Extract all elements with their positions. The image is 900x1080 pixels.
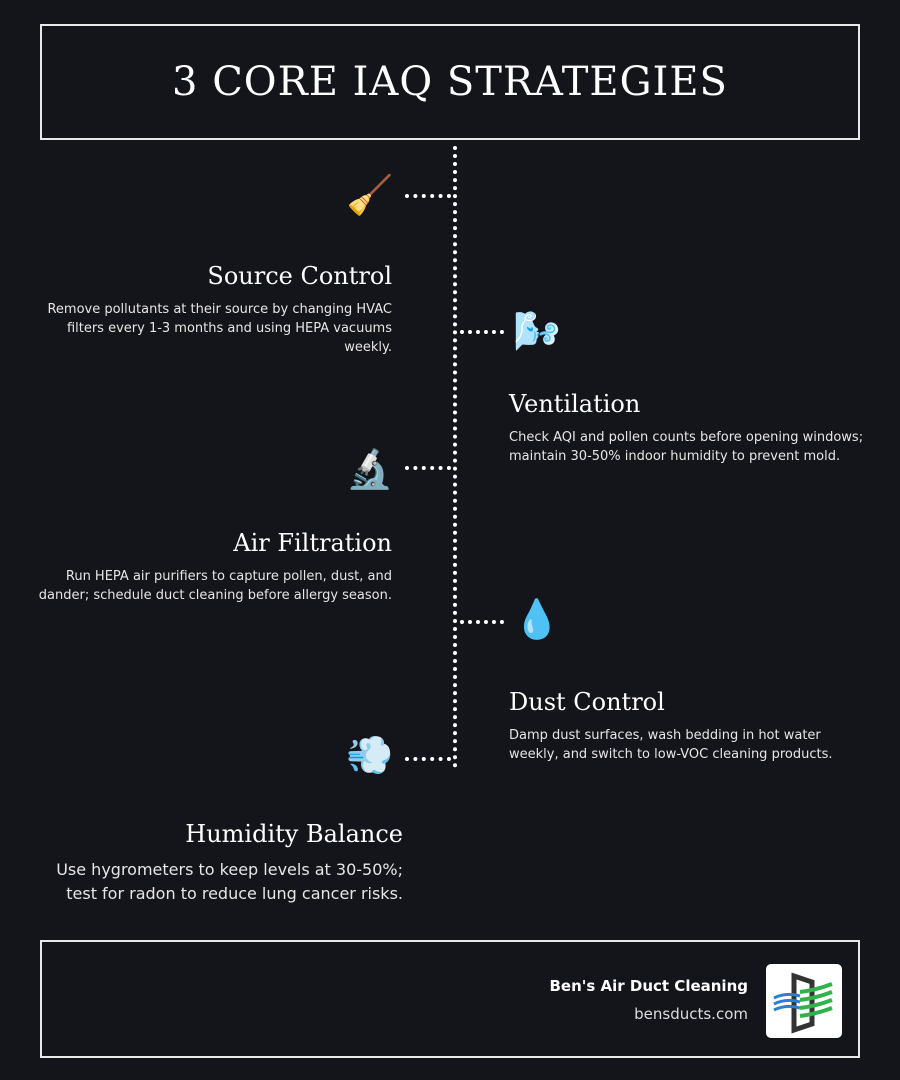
brand-logo: [766, 964, 842, 1038]
strategy-text: Check AQI and pollen counts before opening windows; maintain 30-50% indoor humidity to prevent mold.: [509, 430, 864, 464]
footer-box: [40, 940, 860, 1058]
strategy-heading: Ventilation: [509, 390, 641, 418]
strategy-text: Run HEPA air purifiers to capture pollen, dust, and dander; schedule duct cleaning before allergy season.: [38, 569, 392, 603]
broom-icon: 🧹: [346, 173, 394, 217]
title-box: [40, 24, 860, 140]
strategy-heading: Source Control: [207, 262, 392, 290]
dash-icon: 💨: [346, 733, 394, 777]
strategy-air-filtration: [32, 529, 392, 605]
connector: [460, 620, 504, 624]
timeline-line: [453, 146, 457, 768]
strategy-source-control: [32, 262, 392, 357]
strategy-heading: Humidity Balance: [185, 820, 403, 848]
connector: [405, 757, 451, 761]
droplet-icon: 💧: [513, 597, 561, 641]
connector: [405, 194, 451, 198]
strategy-heading: Dust Control: [509, 688, 665, 716]
page-title: 3 CORE IAQ STRATEGIES: [172, 59, 728, 105]
connector: [405, 466, 451, 470]
strategy-text: Damp dust surfaces, wash bedding in hot water weekly, and switch to low-VOC cleaning products.: [509, 728, 833, 762]
strategy-heading: Air Filtration: [233, 529, 392, 557]
strategy-ventilation: [509, 390, 869, 466]
strategy-text: Remove pollutants at their source by changing HVAC filters every 1-3 months and using HEPA vacuums weekly.: [47, 302, 392, 355]
microscope-icon: 🔬: [346, 447, 394, 491]
strategy-humidity-balance: [43, 820, 403, 906]
strategy-dust-control: [509, 688, 869, 764]
brand-url: bensducts.com: [634, 1005, 748, 1023]
brand-name: Ben's Air Duct Cleaning: [549, 977, 748, 995]
strategy-text: Use hygrometers to keep levels at 30-50%; test for radon to reduce lung cancer risks.: [56, 860, 403, 903]
connector: [460, 330, 504, 334]
wind-face-icon: 🌬️: [513, 309, 561, 353]
